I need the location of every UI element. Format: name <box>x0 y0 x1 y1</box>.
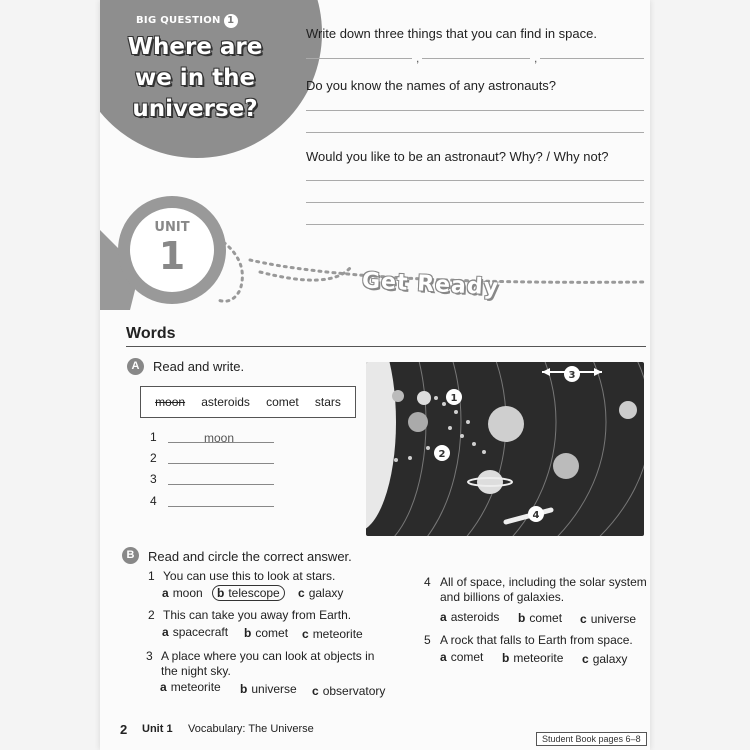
heading-rule <box>126 346 646 347</box>
word-bank-item: comet <box>266 395 299 409</box>
option-4a[interactable]: a asteroids <box>440 610 500 624</box>
footer-unit: Unit 1 <box>142 723 173 735</box>
unit-badge <box>118 196 226 304</box>
question-number: 5 <box>424 633 431 647</box>
question-3: Would you like to be an astronaut? Why? / Why not? <box>306 149 609 164</box>
big-question-label <box>136 14 238 28</box>
picture-label-4: 4 <box>532 510 540 521</box>
option-2c[interactable]: c meteorite <box>302 627 363 641</box>
question-2: Do you know the names of any astronauts? <box>306 78 557 93</box>
big-question-label-text: BIG QUESTION <box>136 15 221 26</box>
word-bank-item: moon <box>155 395 186 409</box>
answer-number: 1 <box>150 430 157 444</box>
answer-number: 2 <box>150 451 157 465</box>
words-heading: Words <box>126 325 176 342</box>
question-number: 4 <box>424 575 431 589</box>
option-5b[interactable]: b meteorite <box>502 651 564 665</box>
picture-label-3: 3 <box>568 370 576 381</box>
option-1a[interactable]: a moon <box>162 586 203 600</box>
answer-line-a1[interactable] <box>168 442 274 443</box>
workbook-page <box>100 0 650 750</box>
answer-line-q1-c[interactable] <box>540 58 644 59</box>
word-bank-item: asteroids <box>201 395 250 409</box>
option-3b[interactable]: b universe <box>240 682 297 696</box>
section-a-instruction: Read and write. <box>153 359 245 374</box>
question-1: Write down three things that you can find in space. <box>306 26 597 41</box>
option-5a[interactable]: a comet <box>440 650 484 664</box>
comma-separator: , <box>416 51 420 65</box>
solar-system-picture <box>366 362 644 536</box>
get-ready-heading: Get Ready <box>361 268 500 301</box>
unit-number: 1 <box>158 234 186 278</box>
footer-topic: Vocabulary: The Universe <box>188 723 314 735</box>
section-b-instruction: Read and circle the correct answer. <box>148 549 352 564</box>
option-4c[interactable]: c universe <box>580 612 637 626</box>
question-text: This can take you away from Earth. <box>163 608 352 622</box>
question-number: 2 <box>148 608 155 622</box>
picture-label-1: 1 <box>450 393 458 404</box>
answer-number: 3 <box>150 472 157 486</box>
word-bank-item: stars <box>314 395 341 409</box>
word-bank <box>140 386 356 418</box>
question-text: All of space, including the solar system and billions of galaxies. <box>440 575 647 604</box>
page-number: 2 <box>120 722 128 737</box>
solar-system-illustration <box>366 362 644 536</box>
question-number: 1 <box>148 569 155 583</box>
answer-line-q1-a[interactable] <box>306 58 412 59</box>
unit-label: UNIT <box>154 220 190 235</box>
answer-line-q2-b[interactable] <box>306 132 644 133</box>
option-4b[interactable]: b comet <box>518 611 563 625</box>
big-question-number: 1 <box>224 14 238 28</box>
option-3a[interactable]: a meteorite <box>160 680 221 694</box>
section-b-badge: B <box>122 547 139 564</box>
question-text: A place where you can look at objects in the night sky. <box>161 649 375 678</box>
answer-line-a4[interactable] <box>168 506 274 507</box>
answer-line-a2[interactable] <box>168 463 274 464</box>
option-1b-circled[interactable]: b telescope <box>212 585 285 601</box>
answer-word: moon <box>204 431 235 445</box>
answer-line-q2-a[interactable] <box>306 110 644 111</box>
answer-line-a3[interactable] <box>168 484 274 485</box>
student-book-reference: Student Book pages 6–8 <box>536 732 647 746</box>
question-text: A rock that falls to Earth from space. <box>440 633 633 647</box>
option-2a[interactable]: a spacecraft <box>162 625 229 639</box>
comma-separator: , <box>534 51 538 65</box>
answer-line-q1-b[interactable] <box>422 58 530 59</box>
big-question-title: Where are we in the universe? <box>127 34 263 122</box>
question-text: You can use this to look at stars. <box>163 569 336 583</box>
option-5c[interactable]: c galaxy <box>582 652 628 666</box>
answer-number: 4 <box>150 494 157 508</box>
option-1c[interactable]: c galaxy <box>298 586 344 600</box>
option-3c[interactable]: c observatory <box>312 684 386 698</box>
option-2b[interactable]: b comet <box>244 626 289 640</box>
answer-line-q3-a[interactable] <box>306 180 644 181</box>
section-a-badge: A <box>127 358 144 375</box>
picture-label-2: 2 <box>438 449 446 460</box>
question-number: 3 <box>146 649 153 663</box>
